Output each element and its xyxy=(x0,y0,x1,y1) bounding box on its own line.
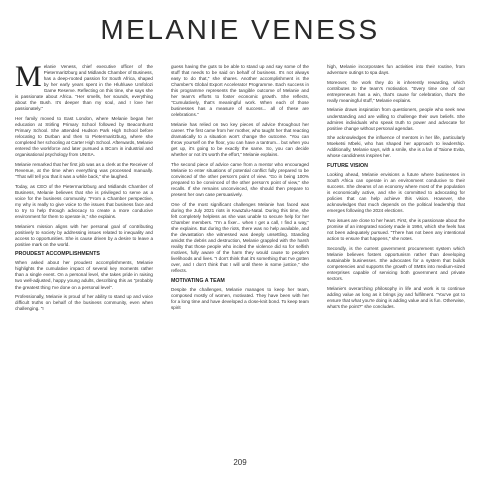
section-heading: MOTIVATING A TEAM xyxy=(171,277,225,284)
paragraph: Looking ahead, Melanie envisions a future where businesses in South Africa can operate in an environment conducive to their success. She dreams of an economy where most of the population is economically active, and she is committed to advocating for policies that can help achieve this vision. However, she acknowledges that much depends on the political leadership that emerges following the 2024 elections. xyxy=(327,172,465,214)
page-title: MELANIE VENESS xyxy=(100,14,380,45)
paragraph: Her family moved to East London, where Melanie began her education at Stirling Primary School followed by Beaconhurst Primary School. She attended Hudson Park High School before relocating to Durban and then to Pietermaritzburg, where she completed her schooling at Carter High School. Afterwards, Melanie entered the workforce and later pursued a BCom in industrial and organisational psychology from UNISA. xyxy=(15,115,153,158)
section-heading: PROUDEST ACCOMPLISHMENTS xyxy=(15,251,100,258)
drop-cap: M xyxy=(15,60,42,93)
paragraph-text: elanie Veness, chief executive officer of the Pietermaritzburg and Midlands Chamber of Business, has a deep-rooted passion for South Africa, shaped by her early years spent in the Hluhluwe Umfolozi Game Reserve. Reflecting on this time, she says she is passionate about Africa. "Her smells, her sounds, everything about the Bush. It's deeper than my soul, and I love her passionately." xyxy=(15,64,153,112)
paragraph: She acknowledges the influence of mentors in her life, particularly Moeketsi Mbeki, who has shaped her approach to leadership. Additionally, Melanie says, with a smile, she is a fan of Taione Evita, whose candidness inspires her. xyxy=(327,135,465,159)
paragraph: Moreover, the work they do is inherently rewarding, which contributes to the team's motivation. "Every time one of our entrepreneurs has a win, that's cause for celebration, that's the really meaningful stuff," Melanie explains. xyxy=(327,79,465,103)
paragraph xyxy=(15,60,153,112)
column-1 xyxy=(15,60,153,316)
paragraph: guess having the guts to be able to stand up and say some of the stuff that needs to be said on behalf of business. It's not always easy to do that," she shares. Another accomplishment is the Chamber's Global Export Accelerator Programme. Each success in this programme represents the tangible outcome of Melanie and her team's efforts to foster economic growth. She reflects, "Cumulatively, that's meaningful work. When each of those businesses has a measure of success... all of these are celebrations." xyxy=(171,64,309,118)
paragraph: Melanie's overarching philosophy in life and work is to continue adding value as long as it brings joy and fulfilment. "You've got to ensure that what you're doing is adding value and is fun. Otherwise, what's the point?" she concludes. xyxy=(327,285,465,309)
section-heading: FUTURE VISION xyxy=(327,163,368,170)
paragraph: Melanie has relied on two key pieces of advice throughout her career. The first came from her mother, who taught her that reacting dramatically to a situation won't change the outcome. "You can throw yourself on the floor, you can have a tantrum... but when you get up, it's going to be exactly the same. So, you can decide whether or not it's worth the effort," Melanie explains. xyxy=(171,122,309,158)
paragraph: high, Melanie incorporates fun activities into their routine, from adventure outings to spa days. xyxy=(327,64,465,76)
paragraph: Secondly, is the current government procurement system which Melanie believes fosters opportunism rather than developing sustainable businesses. She advocates for a system that builds competencies and supports the growth of SMEs into medium-sized enterprises capable of servicing both government and private sectors. xyxy=(327,245,465,282)
page-number: 209 xyxy=(233,458,247,467)
paragraph: Today, as CEO of the Pietermaritzburg and Midlands Chamber of Business, Melanie believes that she is privileged to serve as a voice for the business community. "From a Chamber perspective, my why is really to give voice to the issues that business face and to try to help through advocacy to create a more conducive environment for them to operate in," she explains. xyxy=(15,183,153,219)
paragraph: Despite the challenges, Melanie manages to keep her team, composed mostly of women, motivated. They have been with her for a long time and have developed a close-knit bond. To keep team spirit xyxy=(171,286,309,311)
paragraph: Melanie draws inspiration from questioners, people who seek new understanding and are willing to challenge their own beliefs. She admires individuals who speak truth to power and advocate for positive change without personal agendas. xyxy=(327,107,465,131)
paragraph: One of the most significant challenges Melanie has faced was during the July 2021 riots in KwaZulu-Natal. During this time, she felt completely helpless as she was unable to secure help for her Chamber members. "I'm a fixer... when I get a call, I find a way," she explains. But during the riots, there was no help available, and the devastation she witnessed was deeply unsettling. Standing amidst the debris and destruction, Melanie grappled with the harsh reality that those people who incited the violence did so for selfish motives, fully aware of the harm they would cause to people's livelihoods and lives. "I don't think that it's something that I've gotten over, and I don't think that I will until there is some justice," she reflects. xyxy=(171,201,309,274)
column-3 xyxy=(327,64,465,313)
paragraph: Professionally, Melanie is proud of her ability to stand up and voice difficult truths on behalf of the business community, even when challenging. "I xyxy=(15,294,153,312)
paragraph: When asked about her proudest accomplishments, Melanie highlights the cumulative impact of several key moments rather than a single event. On a personal level, she takes pride in raising two well-adjusted, happy young adults, describing this as "probably the greatest thing I've done on a personal level". xyxy=(15,260,153,290)
column-2 xyxy=(171,64,309,315)
paragraph: Two issues are close to her heart. First, she is passionate about the promise of an integrated society made in 1994, which she feels has not been adequately pursued. "There has not been any intentional action to ensure that happens," she notes. xyxy=(327,218,465,242)
paragraph: Melanie remarked that her first job was as a clerk at the Receiver of Revenue, at the time when everything was processed manually. "That will tell you that it was a while back," she laughed. xyxy=(15,161,153,179)
paragraph: The second piece of advice came from a mentor who encouraged Melanie to enter situations of potential conflict fully prepared to be convinced of the other person's point of view. "Go in being 100% prepared to be convinced of the other person's point of view," she recalls. If she remains unconvinced, she should then prepare to present her own case persuasively. xyxy=(171,161,309,198)
paragraph: Melanie's mission aligns with her personal goal of contributing positively to society by addressing issues related to inequality and access to opportunities. She is cause driven by a desire to leave a positive mark on the world. xyxy=(15,223,153,247)
